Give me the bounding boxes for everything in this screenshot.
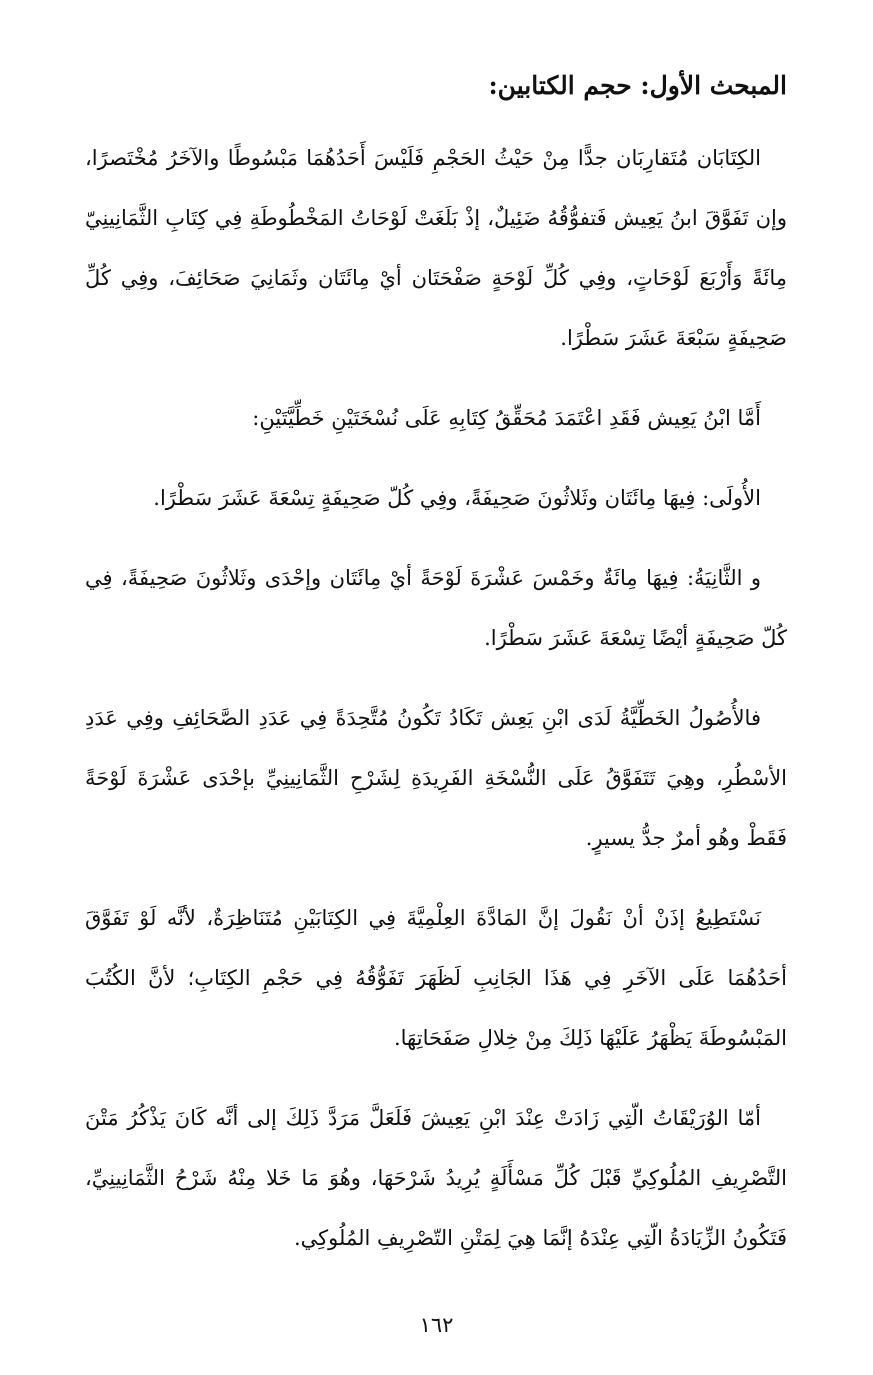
paragraph-extra-leaves: أمّا الوُرَيْقَاتُ الّتِي زَادَتْ عِنْدَ ابْنِ يَعِيشَ فَلَعَلَّ مَرَدَّ ذَلِكَ إلى أنَّه كَانَ يَذْكُرُ مَتْنَ التَّصْرِيفِ المُلُوكِيِّ قَبْلَ كُلِّ مَسْأَلَةٍ يُرِيدُ شَرْحَهَا، وهُوَ مَا خَلا مِنْهُ شَرْحُ الثَّمَانِينِيِّ، فَتَكُونُ الزِّيَادَةُ الّتِي عِنْدَهُ إنَّمَا هِيَ لِمَتْنِ التّصْرِيفِ المُلُوكِي. [85, 1106, 787, 1250]
paragraph-originals-comparison: فالأُصُولُ الخَطِّيَّةُ لَدَى ابْنِ يَعِش تَكَادُ تَكُونُ مُتَّحِدَةً فِي عَدَدِ الصَّحَائِفِ وفِي عَدَدِ الأسْطُرِ، وهِيَ تَتَفَوَّقُ عَلَى النُّسْخَةِ الفَرِيدَةِ لِشَرْحِ الثَّمَانِينِيِّ بإحْدَى عَشْرَةَ لَوْحَةً فَقَطْ وهُو أمرٌ جدُّ يسيرٍ. [85, 706, 787, 850]
paragraph-ibn-yaish-manuscripts: أَمَّا ابْنُ يَعِيش فَقَدِ اعْتَمَدَ مُحَقِّقُ كِتَابِهِ عَلَى نُسْخَتَيْنِ خَطِّيَّتَيْنِ: [252, 406, 761, 430]
body-text [85, 128, 787, 1288]
paragraph-conclusion: نَسْتَطِيعُ إذَنْ أنْ نَقُولَ إنَّ المَادَّةَ العِلْمِيَّةَ فِي الكِتَابَيْنِ مُتَنَاظِرَةٌ، لأنَّه لَوْ تَفَوَّقَ أحَدُهُمَا عَلَى الآخَرِ فِي هَذَا الجَانِبِ لَظَهَرَ تَفَوُّقُهُ فِي حَجْمِ الكِتَابِ؛ لأنَّ الكُتُبَ المَبْسُوطَةَ يَظْهَرُ عَلَيْهَا ذَلِكَ مِنْ خِلالِ صَفَحَاتِهَا. [85, 906, 787, 1050]
paragraph-book-sizes: الكِتَابَان مُتَقارِبَان جدًّا مِنْ حَيْثُ الحَجْمِ فَلَيْسَ أَحَدُهُمَا مَبْسُوطًا والآخَرُ مُخْتَصرًا، وإن تَفَوَّقَ ابنُ يَعِيش فَتفوُّقُهُ ضَئِيلٌ، إذْ بَلَغَتْ لَوْحَاتُ المَخْطُوطَةِ فِي كِتَابِ الثَّمَانِينِيّ مِائَةً وَأَرْبَعَ لَوْحَاتٍ، وفِي كُلِّ لَوْحَةٍ صَفْحَتَان أيْ مِائَتَان وثَمَانِيَ صَحَائِفَ، وفِي كُلِّ صَحِيفَةٍ سَبْعَةَ عَشَرَ سَطْرًا. [85, 146, 787, 350]
page-number: ١٦٢ [419, 1313, 454, 1337]
paragraph-first-copy: الأُولَى: فِيهَا مِائَتَان وثَلاثُونَ صَحِيفَةً، وفِي كُلّ صَحِيفَةٍ تِسْعَةَ عَشَرَ سَطْرًا. [153, 486, 761, 510]
paragraph-second-copy: و الثَّانِيَةُ: فِيهَا مِائَةٌ وخَمْسَ عَشْرَةَ لَوْحَةً أيْ مِائَتَان وإحْدَى وثَلاثُونَ صَحِيفَةً، فِي كُلّ صَحِيفَةٍ أيْضًا تِسْعَةَ عَشَرَ سَطْرًا. [85, 566, 787, 650]
section-heading: المبحث الأول: حجم الكتابين: [488, 71, 787, 100]
